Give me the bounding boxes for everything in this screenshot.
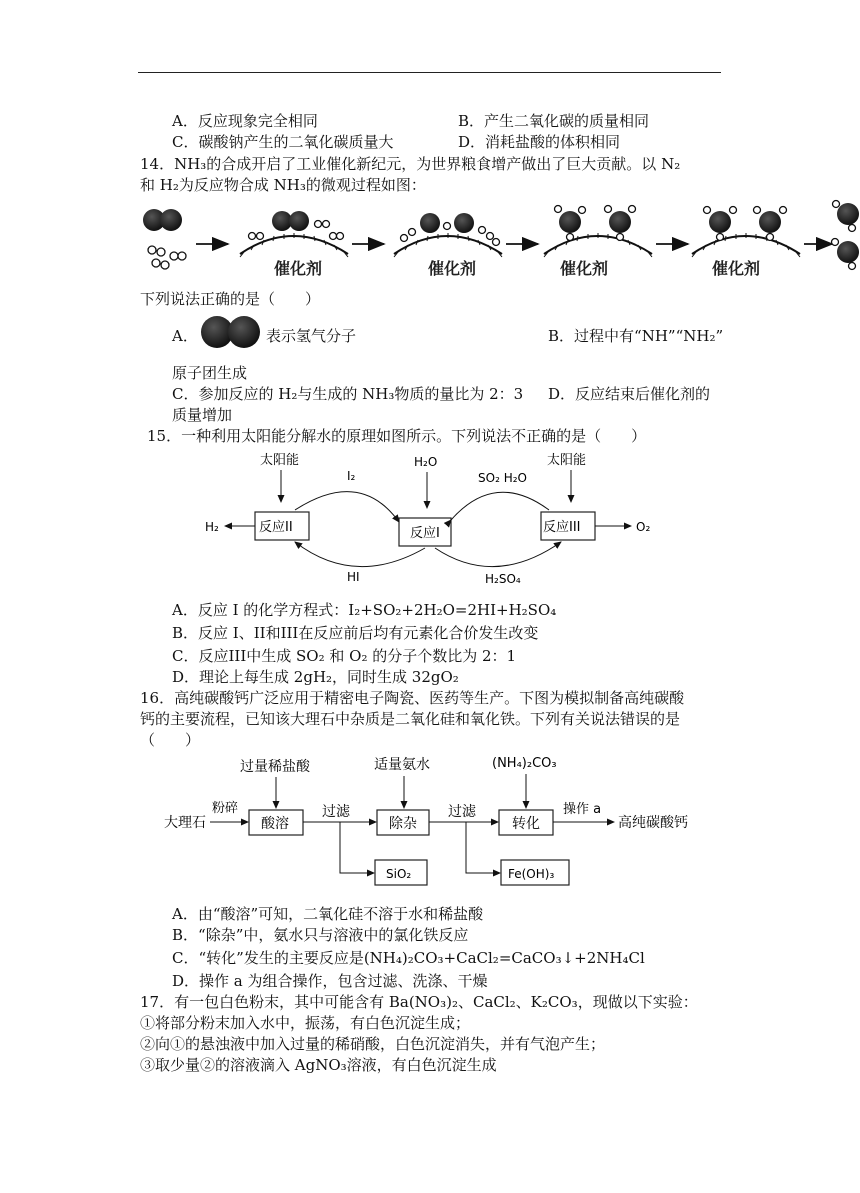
q16-option-a: A．由“酸溶”可知，二氧化硅不溶于水和稀盐酸 — [172, 905, 484, 923]
q15-option-d: D．理论上每生成 2gH₂，同时生成 32gO₂ — [172, 668, 459, 686]
o2-label: O₂ — [636, 520, 651, 534]
q13-option-d: D．消耗盐酸的体积相同 — [458, 133, 621, 151]
q14-option-a-text: 表示氢气分子 — [266, 327, 357, 345]
q16-stem-line3: （ ） — [140, 731, 201, 749]
stage-adsorption — [240, 211, 348, 278]
sio2-label: SiO₂ — [386, 867, 412, 881]
q14-option-b-cont: 原子团生成 — [172, 364, 248, 382]
q13-option-c: C．碳酸钠产生的二氧化碳质量大 — [172, 133, 394, 151]
stage-dissociation — [394, 213, 502, 278]
q13-option-b: B．产生二氧化碳的质量相同 — [458, 112, 650, 130]
q16-option-c: C．“转化”发生的主要反应是(NH₄)₂CO₃+CaCl₂=CaCO₃↓+2NH₄Cl — [172, 949, 645, 967]
q16-option-d: D．操作 a 为组合操作，包含过滤、洗涤、干燥 — [172, 972, 488, 990]
stage-nh-formation — [544, 206, 652, 279]
q16-stem-line2: 钙的主要流程，已知该大理石中杂质是二氧化硅和氧化铁。下列有关说法错误的是 — [140, 710, 681, 728]
nh3-synthesis-diagram — [130, 196, 860, 282]
catalyst-label: 催化剂 — [274, 259, 323, 278]
stage-reactants — [143, 209, 186, 269]
hi-label: HI — [347, 570, 360, 584]
acid-dissolve-label: 酸溶 — [261, 816, 289, 832]
q14-stem-line2: 和 H₂为反应物合成 NH₃的微观过程如图： — [140, 176, 426, 194]
catalyst-label: 催化剂 — [712, 259, 761, 278]
q14-option-b: B．过程中有“NH”“NH₂” — [548, 327, 724, 345]
q17-stem: 17．有一包白色粉末，其中可能含有 Ba(NO₃)₂、CaCl₂、K₂CO₃，现做以下实验： — [140, 993, 698, 1011]
q16-stem-line1: 16．高纯碳酸钙广泛应用于精密电子陶瓷、医药等生产。下图为模拟制备高纯碳酸 — [140, 689, 685, 707]
catalyst-label: 催化剂 — [560, 259, 609, 278]
filter2-label: 过滤 — [448, 804, 476, 820]
q15-option-b: B．反应 I、II和III在反应前后均有元素化合价发生改变 — [172, 624, 539, 642]
marble-label: 大理石 — [164, 815, 206, 831]
reaction-i-label: 反应I — [410, 526, 440, 541]
crush-label: 粉碎 — [212, 801, 239, 816]
caco3-process-flow — [160, 750, 700, 890]
q14-option-d-cont: 质量增加 — [172, 406, 233, 424]
i2-label: I₂ — [347, 469, 356, 483]
q17-step2: ②向①的悬浊液中加入过量的稀硝酸，白色沉淀消失，并有气泡产生； — [140, 1035, 606, 1053]
q14-ask: 下列说法正确的是（ ） — [140, 290, 321, 308]
solar-left-label: 太阳能 — [260, 453, 300, 468]
excess-hcl-label: 过量稀盐酸 — [240, 759, 310, 775]
catalyst-label: 催化剂 — [428, 259, 477, 278]
so2-h2o-label: SO₂ H₂O — [478, 471, 527, 485]
feoh3-label: Fe(OH)₃ — [508, 867, 555, 881]
operation-a-label: 操作 a — [563, 802, 602, 817]
filter1-label: 过滤 — [322, 804, 350, 820]
q15-option-c: C．反应III中生成 SO₂ 和 O₂ 的分子个数比为 2：1 — [172, 647, 517, 665]
q15-option-a: A．反应 I 的化学方程式：I₂+SO₂+2H₂O=2HI+H₂SO₄ — [172, 601, 557, 619]
ammonia-label: 适量氨水 — [374, 757, 430, 773]
n2-molecule-icon — [200, 314, 262, 350]
remove-impurity-label: 除杂 — [389, 816, 417, 832]
stage-nh3-formation — [692, 207, 800, 279]
ammonium-carbonate-label: (NH₄)₂CO₃ — [492, 756, 557, 771]
q17-step1: ①将部分粉末加入水中，振荡，有白色沉淀生成； — [140, 1014, 471, 1032]
solar-right-label: 太阳能 — [547, 453, 587, 468]
reaction-iii-label: 反应III — [543, 520, 581, 535]
q14-option-c: C．参加反应的 H₂与生成的 NH₃物质的量比为 2：3 — [172, 385, 524, 403]
convert-label: 转化 — [512, 816, 540, 832]
h2-label: H₂ — [205, 520, 219, 534]
q14-stem-line1: 14．NH₃的合成开启了工业催化新纪元，为世界粮食增产做出了巨大贡献。以 N₂ — [140, 155, 681, 173]
solar-water-splitting-diagram — [195, 448, 675, 588]
q15-stem: 15．一种利用太阳能分解水的原理如图所示。下列说法不正确的是（ ） — [147, 427, 647, 445]
stage-products — [832, 201, 860, 270]
q13-option-a: A．反应现象完全相同 — [172, 112, 318, 130]
header-rule — [138, 72, 721, 73]
h2so4-label: H₂SO₄ — [485, 572, 521, 586]
q17-step3: ③取少量②的溶液滴入 AgNO₃溶液，有白色沉淀生成 — [140, 1056, 497, 1074]
h2o-label: H₂O — [414, 455, 438, 469]
reaction-ii-label: 反应II — [259, 520, 293, 535]
q14-option-a-prefix: A． — [172, 327, 198, 345]
product-label: 高纯碳酸钙 — [618, 815, 688, 831]
q16-option-b: B．“除杂”中，氨水只与溶液中的氯化铁反应 — [172, 926, 469, 944]
q14-option-d: D．反应结束后催化剂的 — [548, 385, 711, 403]
